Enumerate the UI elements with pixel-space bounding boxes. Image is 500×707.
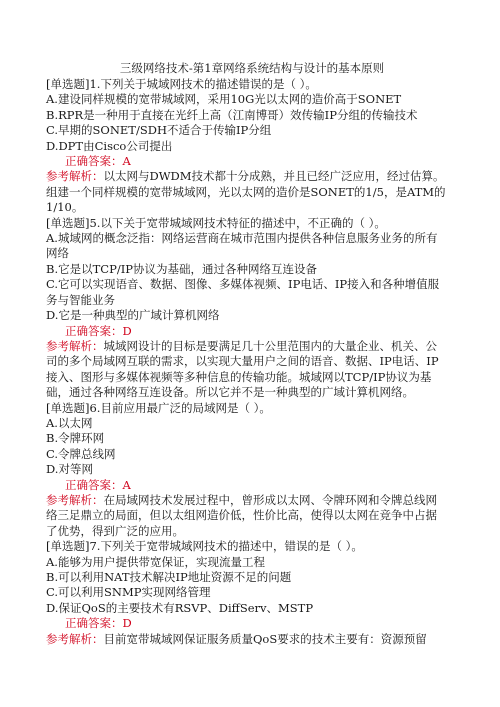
explanation-label: 参考解析：: [46, 338, 104, 353]
option-a: A.能够为用户提供带宽保证，实现流量工程: [46, 554, 265, 569]
question-block: [46, 216, 448, 401]
option-d: D.它是一种典型的广域计算机网络: [46, 308, 220, 323]
option-d: D.DPT由Cisco公司提出: [46, 138, 173, 153]
correct-answer: [46, 324, 448, 339]
question-block: [46, 401, 448, 540]
option-b: B.RPR是一种用于直接在光纤上高（江南博哥）效传输IP分组的传输技术: [46, 107, 418, 122]
option-c: C.早期的SONET/SDH不适合于传输IP分组: [46, 123, 272, 138]
option-c: C.它可以实现语音、数据、图像、多媒体视频、IP电话、IP接入和各种增值服务与智能业务: [46, 277, 440, 307]
explanation: [46, 339, 448, 401]
question-stem: [单选题]6.目前应用最广泛的局域网是（ ）。: [46, 400, 271, 415]
explanation-label: 参考解析：: [46, 492, 104, 507]
explanation: [46, 169, 448, 215]
explanation-text: 目前宽带城域网保证服务质量QoS要求的技术主要有：资源预留: [103, 631, 427, 646]
option-d: D.保证QoS的主要技术有RSVP、DiffServ、MSTP: [46, 600, 314, 615]
option-b: B.可以利用NAT技术解决IP地址资源不足的问题: [46, 570, 292, 584]
option-b: B.令牌环网: [46, 431, 105, 446]
option-b: B.它是以TCP/IP协议为基础，通过各种网络互连设备: [46, 261, 317, 276]
option-c: C.可以利用SNMP实现网络管理: [46, 585, 211, 600]
question-stem: [单选题]1.下列关于城域网技术的描述错误的是（ ）。: [46, 77, 317, 91]
answer-prefix: 正确答案：: [65, 323, 123, 338]
document-title: 三级网络技术-第1章网络系统结构与设计的基本原则: [119, 61, 385, 75]
correct-answer: [46, 154, 448, 169]
question-block: [46, 539, 448, 647]
explanation-text: 城域网设计的目标是要满足几十公里范围内的大量企业、机关、公司的多个局域网互联的需求，以实现大量用户之间的语音、数据、IP电话、IP接入、图形与多媒体视频等多种信息的传输功能。城域网以TCP/IP协议为基础，通过各种网络互连设备。所以它并不是一种典型的广域计算机网络。: [46, 338, 439, 400]
question-block: [46, 77, 448, 216]
option-a: A.建设同样规模的宽带城域网，采用10G光以太网的造价高于SONET: [46, 92, 402, 107]
option-d: D.对等网: [46, 462, 93, 477]
answer-value: A: [122, 154, 131, 169]
option-c: C.令牌总线网: [46, 446, 116, 461]
correct-answer: [46, 478, 448, 493]
explanation: [46, 493, 448, 539]
answer-value: A: [122, 477, 131, 492]
correct-answer: [46, 616, 448, 631]
option-a: A.以太网: [46, 415, 93, 430]
question-stem: [单选题]5.以下关于宽带城域网技术特征的描述中，不正确的（ ）。: [46, 215, 386, 230]
answer-prefix: 正确答案：: [65, 154, 123, 169]
answer-prefix: 正确答案：: [65, 616, 123, 631]
explanation: [46, 632, 448, 647]
answer-value: D: [122, 323, 132, 338]
explanation-text: 以太网与DWDM技术都十分成熟，并且已经广泛应用，经过估算。组建一个同样规模的宽带城域网，光以太网的造价是SONET的1/5，是ATM的1/10。: [46, 169, 446, 215]
question-stem: [单选题]7.下列关于宽带城域网技术的描述中，错误的是（ ）。: [46, 539, 363, 554]
answer-prefix: 正确答案：: [65, 477, 123, 492]
answer-value: D: [122, 616, 132, 631]
option-a: A.城域网的概念泛指：网络运营商在城市范围内提供各种信息服务业务的所有网络: [46, 231, 438, 261]
explanation-text: 在局域网技术发展过程中，曾形成以太网、令牌环网和令牌总线网络三足鼎立的局面，但以太组网造价低，性价比高，使得以太网在竞争中占据了优势，得到广泛的应用。: [46, 492, 437, 538]
explanation-label: 参考解析：: [46, 169, 104, 184]
explanation-label: 参考解析：: [46, 631, 104, 646]
